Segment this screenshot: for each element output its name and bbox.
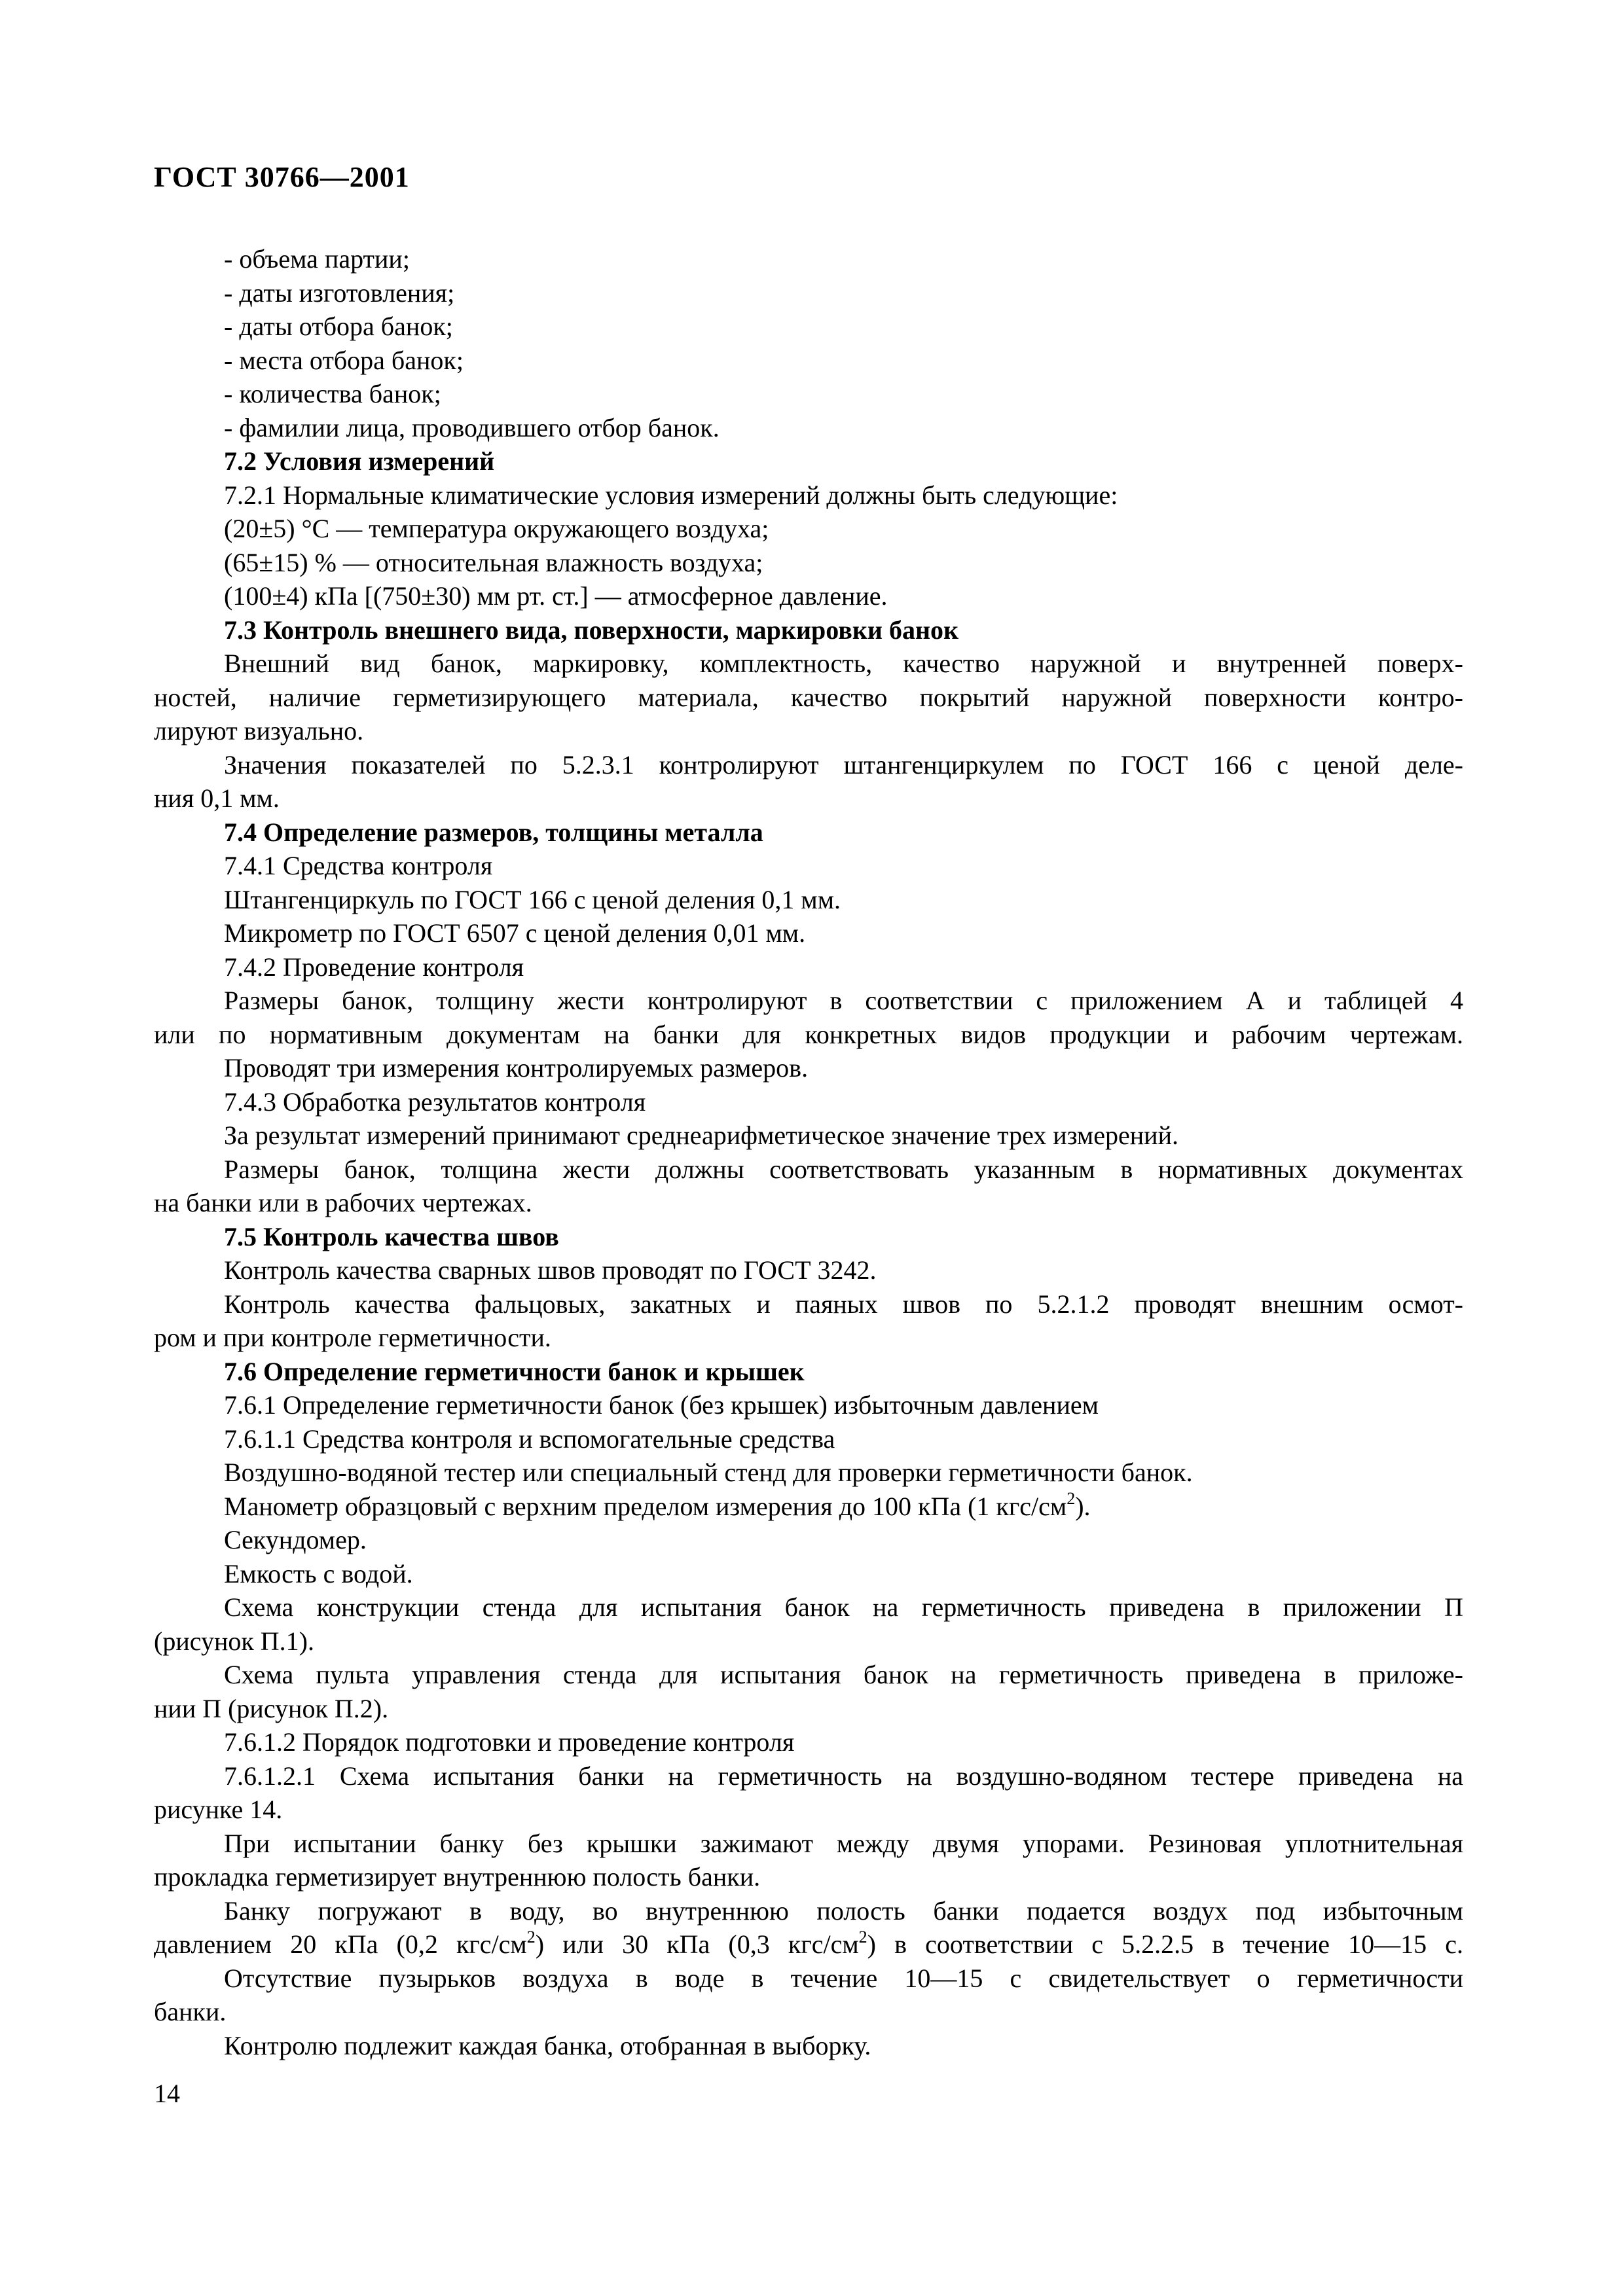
text-line: ром и при контроле герметичности. <box>154 1323 551 1352</box>
text-line: Манометр образцовый с верхним пределом измерения до 100 кПа (1 кгс/$см^2$). <box>224 1489 1091 1521</box>
document-header: ГОСТ 30766—2001 <box>154 161 410 193</box>
document-body <box>154 242 1463 2062</box>
text-line: 7.6.1.1 Средства контроля и вспомогательные средства <box>224 1424 835 1454</box>
text-line: 7.6.1.2 Порядок подготовки и проведение контроля <box>224 1727 795 1757</box>
text-line: 7.4.2 Проведение контроля <box>224 952 524 982</box>
section-heading: 7.2 Условия измерений <box>224 446 495 476</box>
text-line: 7.2.1 Нормальные климатические условия измерений должны быть следующие: <box>224 480 1118 510</box>
text-line: - даты отбора банок; <box>224 312 453 341</box>
text-line: Размеры банок, толщина жести должны соответствовать указанным в нормативных документах <box>224 1154 1463 1184</box>
text-line: ностей, наличие герметизирующего материала, качество покрытий наружной поверхности контро- <box>154 682 1463 712</box>
text-line: Секундомер. <box>224 1525 367 1554</box>
text-line: - фамилии лица, проводившего отбор банок. <box>224 412 720 442</box>
text-line: Проводят три измерения контролируемых размеров. <box>224 1053 809 1083</box>
text-line: 7.4.3 Обработка результатов контроля <box>224 1086 646 1117</box>
superscript: 2 <box>526 1927 536 1946</box>
text-line: рисунке 14. <box>154 1795 283 1824</box>
text-line: (100±4) кПа [(750±30) мм рт. ст.] — атмосферное давление. <box>224 581 888 611</box>
text-line: Контролю подлежит каждая банка, отобранная в выборку. <box>224 2030 871 2060</box>
section-heading: 7.5 Контроль качества швов <box>224 1221 559 1251</box>
text-line: Размеры банок, толщину жести контролируют в соответствии с приложением А и таблицей 4 <box>224 986 1463 1015</box>
text-line: прокладка герметизирует внутреннюю полость банки. <box>154 1862 761 1892</box>
text-line: При испытании банку без крышки зажимают между двумя упорами. Резиновая уплотнительная <box>224 1828 1463 1858</box>
text-line: Воздушно-водяной тестер или специальный стенд для проверки герметичности банок. <box>224 1458 1193 1487</box>
text-line: За результат измерений принимают среднеарифметическое значение трех измерений. <box>224 1121 1178 1150</box>
text-line: (рисунок П.1). <box>154 1626 314 1656</box>
text-line: давлением 20 кПа (0,2 кгс/$см^2$) или 30 кПа (0,3 кгс/$см^2$) в соответствии с 5.2.2.5 в течение 10—15 с. <box>154 1927 1464 1959</box>
text-line: банки. <box>154 1997 227 2026</box>
text-line: (20±5) °С — температура окружающего воздуха; <box>224 514 769 543</box>
text-line: или по нормативным документам на банки для конкретных видов продукции и рабочим чертежам. <box>154 1019 1463 1049</box>
section-heading: 7.4 Определение размеров, толщины металла <box>224 817 763 847</box>
text-line: Схема пульта управления стенда для испытания банок на герметичность приведена в приложе- <box>224 1660 1463 1689</box>
text-line: - объема партии; <box>224 244 410 274</box>
text-line: 7.6.1 Определение герметичности банок (без крышек) избыточным давлением <box>224 1390 1099 1420</box>
text-line: 7.6.1.2.1 Схема испытания банки на герметичность на воздушно-водяном тестере приведена на <box>224 1761 1463 1791</box>
text-line: Контроль качества фальцовых, закатных и паяных швов по 5.2.1.2 проводят внешним осмот- <box>224 1289 1463 1319</box>
text-line: - количества банок; <box>224 379 441 408</box>
text-line: - места отбора банок; <box>224 345 464 375</box>
text-line: на банки или в рабочих чертежах. <box>154 1188 532 1217</box>
text-line: (65±15) % — относительная влажность воздуха; <box>224 547 763 577</box>
superscript: 2 <box>858 1927 867 1946</box>
text-line: Штангенциркуль по ГОСТ 166 с ценой деления 0,1 мм. <box>224 884 841 914</box>
section-heading: 7.3 Контроль внешнего вида, поверхности, маркировки банок <box>224 615 959 645</box>
text-line: лируют визуально. <box>154 716 364 745</box>
superscript: 2 <box>1067 1489 1076 1509</box>
text-line: Банку погружают в воду, во внутреннюю полость банки подается воздух под избыточным <box>224 1895 1463 1926</box>
section-heading: 7.6 Определение герметичности банок и крышек <box>224 1356 805 1386</box>
text-line: 7.4.1 Средства контроля <box>224 851 493 880</box>
text-line: ния 0,1 мм. <box>154 783 280 813</box>
text-line: Внешний вид банок, маркировку, комплектность, качество наружной и внутренней поверх- <box>224 649 1463 678</box>
text-line: нии П (рисунок П.2). <box>154 1693 389 1723</box>
text-line: Значения показателей по 5.2.3.1 контролируют штангенциркулем по ГОСТ 166 с ценой деле- <box>224 749 1463 780</box>
text-line: Отсутствие пузырьков воздуха в воде в течение 10—15 с свидетельствует о герметичности <box>224 1963 1463 1993</box>
page-number: 14 <box>154 2079 180 2108</box>
text-line: - даты изготовления; <box>224 278 455 308</box>
text-line: Емкость с водой. <box>224 1558 413 1588</box>
text-line: Схема конструкции стенда для испытания банок на герметичность приведена в приложении П <box>224 1592 1463 1622</box>
text-line: Микрометр по ГОСТ 6507 с ценой деления 0,01 мм. <box>224 918 806 948</box>
text-line: Контроль качества сварных швов проводят по ГОСТ 3242. <box>224 1255 877 1285</box>
